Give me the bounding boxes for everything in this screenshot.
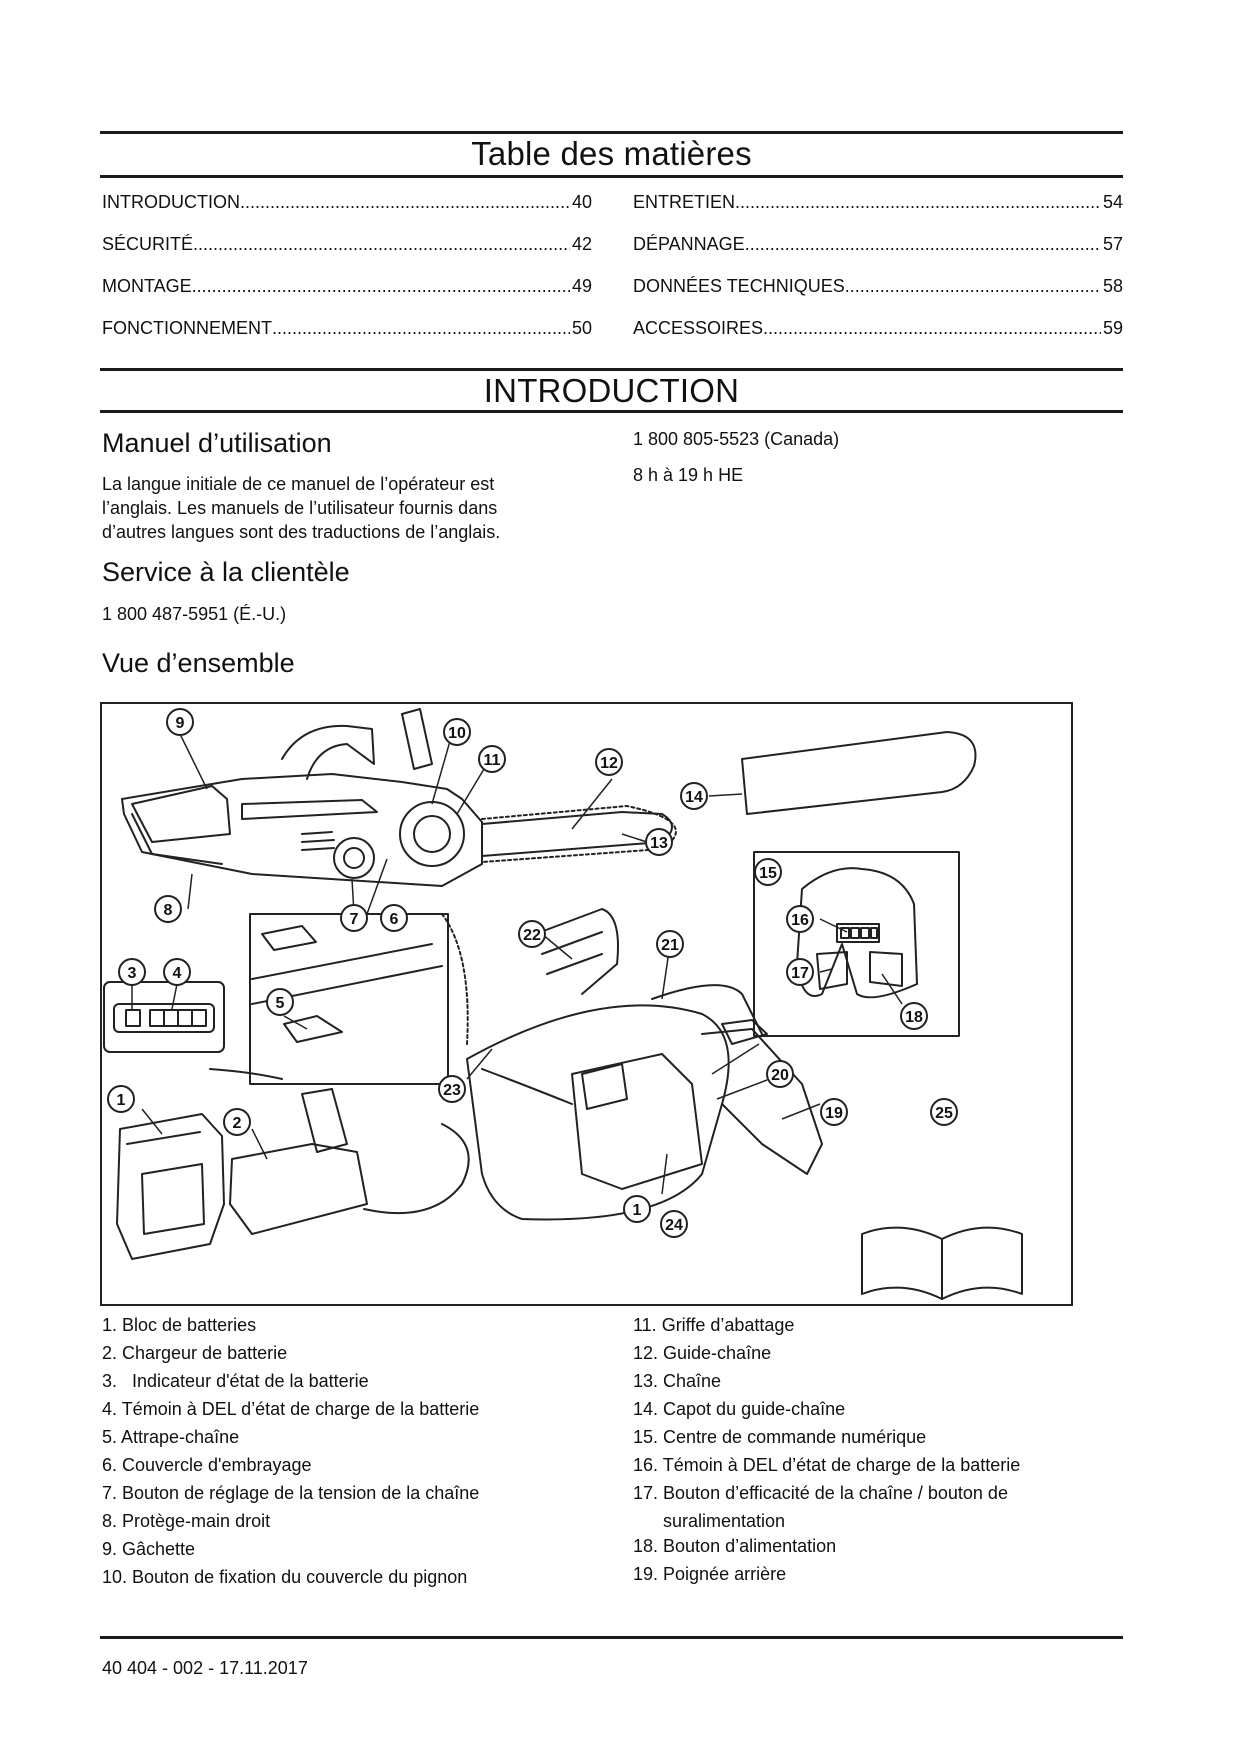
svg-text:22: 22 [523,927,541,944]
intro-title: INTRODUCTION [483,372,740,409]
chainsaw-illustration [102,704,1071,1304]
callout-23 [439,1076,465,1102]
intro-bottom-rule [100,410,1123,413]
svg-text:23: 23 [443,1082,461,1099]
toc-entry-depannage[interactable]: DÉPANNAGE ..... 57 [633,234,1123,255]
svg-text:1: 1 [116,1092,126,1109]
service-heading: Service à la clientèle [102,557,350,587]
legend-right [633,1313,1020,1590]
intro-top-rule [100,368,1123,371]
legend-item: 6. Couvercle d'embrayage [102,1455,312,1475]
service-hours: 8 h à 19 h HE [633,465,744,485]
callout-12 [596,749,622,775]
svg-text:12: 12 [600,755,618,772]
footer-rule [100,1636,1123,1639]
rear-handle [702,1029,822,1174]
svg-text:14: 14 [685,789,703,806]
svg-text:19: 19 [825,1105,843,1122]
callout-20 [767,1061,793,1087]
svg-text:3: 3 [127,965,137,982]
callout-8 [155,896,181,922]
callout-9 [167,709,193,735]
footer-page-info: 40 404 - 002 - 17.11.2017 [102,1658,308,1678]
toc-top-rule [100,131,1123,134]
svg-text:5: 5 [275,995,285,1012]
toc-entry-montage[interactable]: MONTAGE ..... 49 [102,276,592,297]
svg-text:10: 10 [448,725,466,742]
callout-22 [519,921,545,947]
legend-item: 19. Poignée arrière [633,1564,787,1584]
saw-body-lower [467,1005,729,1219]
callout-21 [657,931,683,957]
legend-item: 17. Bouton d’efficacité de la chaîne / bouton de [633,1483,1008,1503]
svg-text:13: 13 [650,835,668,852]
saw-body-top [122,774,482,886]
callout-14 [681,783,707,809]
callout-16 [787,906,813,932]
guide-bar-top [482,812,672,856]
legend-item: 16. Témoin à DEL d’état de charge de la batterie [633,1455,1021,1475]
callout-1a [108,1086,134,1112]
battery-pack [117,1114,224,1259]
legend-item: 9. Gâchette [102,1539,196,1559]
phone-canada: 1 800 805-5523 (Canada) [633,429,840,449]
callout-24 [661,1211,687,1237]
legend-item: 15. Centre de commande numérique [633,1427,927,1447]
svg-text:18: 18 [905,1009,923,1026]
legend-item: 10. Bouton de fixation du couvercle du pignon [102,1567,468,1587]
callout-1b [624,1196,650,1222]
toc-title: Table des matières [471,135,752,172]
callout-13 [646,829,672,855]
callout-3 [119,959,145,985]
manual-text-line-2: l’anglais. Les manuels de l’utilisateur fournis dans [102,498,498,518]
legend-item: 3. Indicateur d'état de la batterie [102,1371,369,1391]
legend-item: 8. Protège-main droit [102,1511,271,1531]
svg-text:21: 21 [661,937,679,954]
legend-left [102,1313,479,1593]
svg-text:8: 8 [163,902,173,919]
svg-text:6: 6 [389,911,399,928]
toc-entry-donnees-techniques[interactable]: DONNÉES TECHNIQUES ..... 58 [633,276,1123,297]
callout-2 [224,1109,250,1135]
svg-text:11: 11 [483,752,501,769]
callout-7 [341,905,367,931]
toc-entry-entretien[interactable]: ENTRETIEN ..... 54 [633,192,1123,213]
overview-figure [100,702,1073,1306]
callout-19 [821,1099,847,1125]
svg-text:2: 2 [232,1115,242,1132]
toc-entry-introduction[interactable]: INTRODUCTION ..... 40 [102,192,592,213]
legend-item: 11. Griffe d’abattage [633,1315,795,1335]
legend-item: 4. Témoin à DEL d’état de charge de la batterie [102,1399,480,1419]
toc-entry-fonctionnement[interactable]: FONCTIONNEMENT ..... 50 [102,318,592,339]
callout-4 [164,959,190,985]
svg-text:25: 25 [935,1105,953,1122]
battery-charger [230,1144,367,1234]
callout-6 [381,905,407,931]
svg-text:15: 15 [759,865,777,882]
svg-text:20: 20 [771,1067,789,1084]
toc-bottom-rule [100,175,1123,178]
manual-heading: Manuel d’utilisation [102,428,332,458]
svg-text:1: 1 [632,1202,642,1219]
callout-5 [267,989,293,1015]
callout-11 [479,746,505,772]
svg-text:4: 4 [172,965,182,982]
legend-item-continued: suralimentation [663,1511,786,1531]
legend-item: 1. Bloc de batteries [102,1315,257,1335]
legend-item: 5. Attrape-chaîne [102,1427,240,1447]
callout-10 [444,719,470,745]
scabbard [742,732,975,814]
legend-item: 12. Guide-chaîne [633,1343,772,1363]
svg-text:16: 16 [791,912,809,929]
callout-25 [931,1099,957,1125]
legend-item: 18. Bouton d’alimentation [633,1536,837,1556]
svg-text:24: 24 [665,1217,683,1234]
manual-text-line-1: La langue initiale de ce manuel de l’opérateur est [102,474,495,494]
callout-15 [755,859,781,885]
legend-item: 14. Capot du guide-chaîne [633,1399,846,1419]
callout-17 [787,959,813,985]
svg-text:17: 17 [791,965,809,982]
legend-item: 13. Chaîne [633,1371,722,1391]
manual-text-line-3: d’autres langues sont des traductions de l’anglais. [102,522,501,542]
legend-item: 2. Chargeur de batterie [102,1343,288,1363]
toc-entry-securite[interactable]: SÉCURITÉ ..... 42 [102,234,592,255]
toc-entry-accessoires[interactable]: ACCESSOIRES ..... 59 [633,318,1123,339]
legend-item: 7. Bouton de réglage de la tension de la chaîne [102,1483,480,1503]
phone-us: 1 800 487-5951 (É.-U.) [102,604,287,624]
svg-text:7: 7 [349,911,359,928]
overview-heading: Vue d’ensemble [102,648,295,678]
callout-18 [901,1003,927,1029]
svg-text:9: 9 [175,715,185,732]
